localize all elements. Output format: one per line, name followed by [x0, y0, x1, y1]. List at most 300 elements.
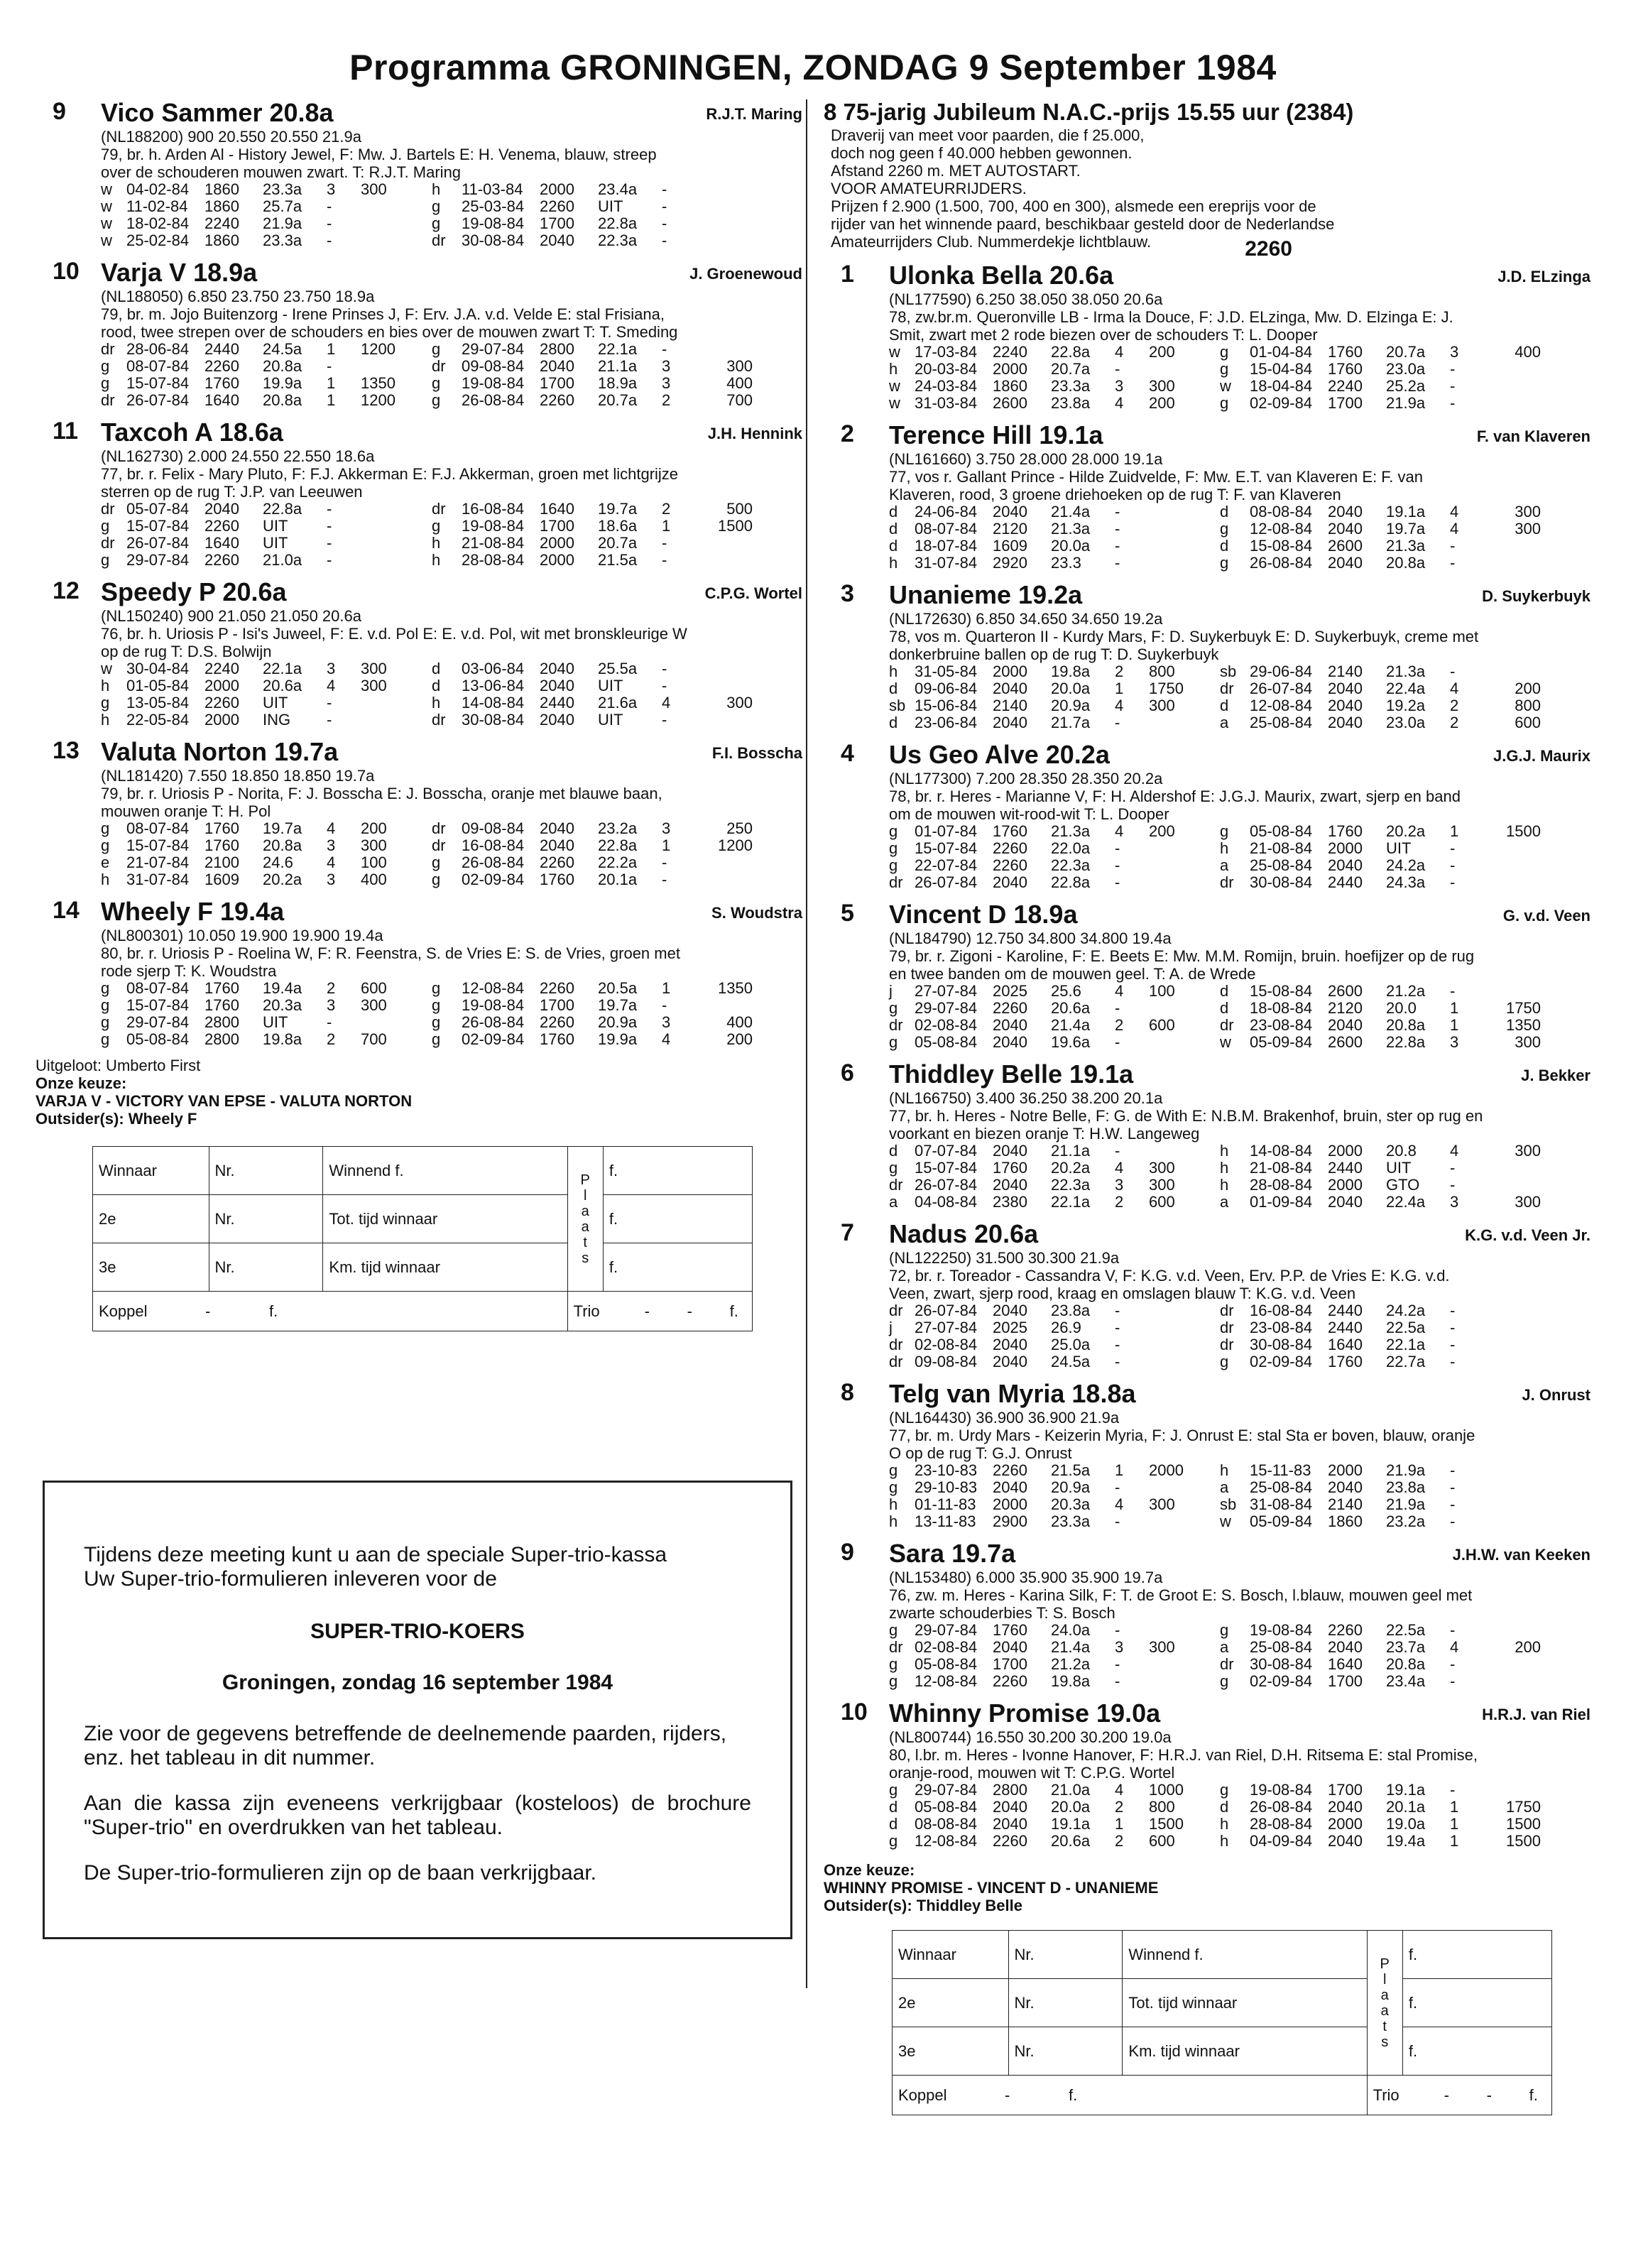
performance-cell: 26-08-84	[462, 854, 525, 871]
performance-cell	[361, 712, 432, 729]
performance-cell: 01-09-84	[1250, 1193, 1313, 1211]
tote-nr: Nr.	[1008, 1931, 1123, 1979]
performance-cell: 21.9a	[1386, 1461, 1426, 1479]
super-trio-notice	[43, 1481, 792, 1939]
performance-cell: 1	[1450, 1016, 1459, 1034]
performance-cell: 26-07-84	[126, 391, 190, 409]
tote-dash: -	[1486, 2086, 1492, 2104]
performance-cell: 21.9a	[1386, 1495, 1426, 1513]
performance-cell: 2040	[1328, 714, 1363, 731]
performance-row	[101, 1014, 802, 1031]
horse-driver: K.G. v.d. Veen Jr.	[1465, 1226, 1590, 1244]
performance-cell: dr	[432, 231, 446, 249]
performance-cell: 2040	[993, 1638, 1027, 1656]
performance-cell: 21.2a	[1386, 982, 1426, 1000]
performance-cell: 2040	[540, 711, 574, 729]
horse-header	[824, 1699, 1590, 1728]
performance-cell	[696, 215, 753, 232]
performance-cell: 2040	[993, 873, 1027, 891]
performance-cell: 1860	[993, 377, 1027, 395]
performance-row	[889, 1143, 1590, 1160]
performance-cell: 20.0	[1386, 999, 1417, 1017]
performance-cell: 02-09-84	[1250, 1353, 1313, 1370]
performance-cell	[1484, 361, 1541, 378]
performance-cell: 19.8a	[1051, 663, 1091, 680]
horse-info-line: O op de rug T: G.J. Onrust	[889, 1444, 1072, 1462]
tote-koppel	[893, 2076, 1368, 2115]
performance-cell: -	[1450, 377, 1456, 395]
performance-cell	[1149, 520, 1220, 538]
performance-cell: 4	[1115, 822, 1124, 840]
performance-cell: g	[432, 854, 441, 871]
performance-cell: 02-08-84	[915, 1336, 978, 1353]
horse-info-line: (NL172630) 6.850 34.650 34.650 19.2a	[889, 610, 1163, 628]
performance-cell: 2040	[993, 1016, 1027, 1034]
performance-cell: 2260	[204, 517, 239, 535]
performance-cell: 2025	[993, 1319, 1027, 1336]
tote-plaats-letter: P	[580, 1172, 590, 1188]
performance-cell: 02-08-84	[915, 1638, 978, 1656]
performance-cell: 3	[327, 660, 336, 677]
horse-info-line: 77, vos r. Gallant Prince - Hilde Zuidvelde, F: Mw. E.T. van Klaveren E: F. van	[889, 468, 1423, 486]
performance-cell: 29-07-84	[915, 999, 978, 1017]
performance-cell: 1700	[993, 1655, 1027, 1673]
performance-cell: UIT	[598, 677, 623, 694]
performance-cell: 2	[1115, 1832, 1124, 1850]
performance-cell: 1760	[1328, 822, 1363, 840]
horse-info-line: Smit, zwart met 2 rode biezen over de schouders T: L. Dooper	[889, 326, 1318, 344]
performance-cell: 2260	[204, 694, 239, 712]
performance-cell: 20.8a	[263, 357, 302, 375]
performance-row	[101, 837, 802, 854]
performance-cell: 700	[361, 1030, 387, 1048]
performance-cell: d	[889, 680, 898, 697]
performance-table	[101, 980, 802, 1048]
performance-cell: g	[1220, 520, 1229, 538]
performance-cell: 23.4a	[598, 180, 638, 198]
horse-driver: J. Onrust	[1522, 1386, 1590, 1404]
performance-cell: -	[662, 214, 667, 232]
tote-nr: Nr.	[1008, 2027, 1123, 2076]
performance-cell: 1760	[993, 1621, 1027, 1639]
performance-cell: g	[101, 1030, 110, 1048]
performance-cell: 200	[1515, 1638, 1541, 1656]
performance-cell: 05-08-84	[1250, 822, 1313, 840]
tote-f: f.	[1069, 2086, 1078, 2104]
performance-cell: 24.5a	[1051, 1353, 1091, 1370]
horse-driver: C.P.G. Wortel	[704, 584, 802, 602]
performance-cell: 31-05-84	[915, 663, 978, 680]
performance-cell: 300	[1515, 520, 1541, 538]
performance-cell: -	[1450, 856, 1456, 874]
performance-cell	[1149, 714, 1220, 731]
performance-cell: 15-07-84	[126, 517, 190, 535]
performance-cell: -	[662, 551, 667, 569]
performance-cell	[1484, 1673, 1541, 1690]
performance-cell: 24.2a	[1386, 1302, 1426, 1319]
horse-name: Vico Sammer 20.8a	[101, 98, 334, 127]
performance-cell: 2000	[540, 551, 574, 569]
performance-cell: 2260	[204, 357, 239, 375]
performance-cell: 26-07-84	[1250, 680, 1313, 697]
horse-number: 10	[841, 1699, 868, 1725]
performance-cell: -	[662, 231, 667, 249]
performance-cell: 1609	[204, 871, 239, 888]
performance-cell: 700	[726, 391, 753, 409]
performance-cell: -	[327, 534, 332, 552]
performance-cell: g	[889, 1672, 898, 1690]
tote-koppel-label: Koppel	[99, 1302, 148, 1320]
performance-cell: -	[1450, 1495, 1456, 1513]
performance-cell: -	[1115, 537, 1120, 555]
performance-cell: 100	[361, 854, 387, 871]
performance-cell: h	[1220, 1142, 1229, 1160]
horse-entry	[824, 1379, 1590, 1530]
performance-cell: 23-08-84	[1250, 1319, 1313, 1336]
performance-row	[889, 680, 1590, 697]
horse-driver: J. Groenewoud	[689, 265, 802, 283]
performance-cell: 01-07-84	[915, 822, 978, 840]
performance-cell: 1700	[1328, 1672, 1363, 1690]
performance-cell: 1760	[1328, 343, 1363, 361]
performance-cell: 2000	[540, 534, 574, 552]
performance-cell: g	[101, 694, 110, 712]
horse-info-line: (NL162730) 2.000 24.550 22.550 18.6a	[101, 447, 375, 465]
horse-entry	[824, 1219, 1590, 1370]
performance-cell: 4	[1450, 1638, 1459, 1656]
performance-table	[889, 344, 1590, 412]
performance-cell: 12-08-84	[1250, 520, 1313, 538]
performance-cell: 1760	[1328, 1353, 1363, 1370]
performance-cell	[1149, 1000, 1220, 1017]
performance-cell: 1	[327, 340, 336, 358]
performance-cell: 22.8a	[598, 214, 638, 232]
performance-cell: g	[432, 517, 441, 535]
performance-cell: g	[1220, 1353, 1229, 1370]
performance-cell: h	[432, 534, 441, 552]
tote-koppel	[93, 1292, 568, 1331]
tote-f: f.	[1402, 2027, 1551, 2076]
tote-trio-label: Trio	[1373, 2086, 1399, 2104]
promo-para-2: Aan die kassa zijn eveneens verkrijgbaar (kosteloos) de brochure "Super-trio" en overdrukken van het tableau.	[84, 1792, 751, 1839]
performance-cell: 20.6a	[263, 677, 302, 694]
performance-cell: 1640	[1328, 1336, 1363, 1353]
performance-cell: w	[889, 377, 900, 395]
performance-cell: 26-08-84	[462, 391, 525, 409]
performance-cell: 22.7a	[1386, 1353, 1426, 1370]
performance-cell: 20.8	[1386, 1142, 1417, 1160]
performance-cell: -	[1450, 1655, 1456, 1673]
performance-row	[889, 1302, 1590, 1319]
performance-cell: 22.1a	[263, 660, 302, 677]
performance-cell: -	[1450, 1478, 1456, 1496]
performance-cell: 11-03-84	[462, 180, 523, 198]
performance-cell: UIT	[263, 1013, 288, 1031]
performance-cell: 31-07-84	[915, 554, 978, 572]
performance-cell	[1149, 1336, 1220, 1353]
horse-name: Terence Hill 19.1a	[889, 420, 1103, 449]
performance-cell	[361, 518, 432, 535]
tote-nr: Nr.	[209, 1147, 323, 1195]
performance-cell: 30-08-84	[462, 231, 525, 249]
performance-cell: 19.1a	[1051, 1815, 1091, 1833]
performance-cell: 26-08-84	[462, 1013, 525, 1031]
right-footer	[824, 1861, 1590, 2115]
performance-cell: -	[1115, 1353, 1120, 1370]
performance-cell: 07-07-84	[915, 1142, 978, 1160]
performance-cell: 19.8a	[1051, 1672, 1091, 1690]
performance-cell: UIT	[598, 711, 623, 729]
performance-cell: 1000	[1149, 1781, 1184, 1799]
performance-cell: d	[889, 1815, 898, 1833]
performance-cell: dr	[889, 1302, 903, 1319]
performance-cell: 2040	[1328, 1638, 1363, 1656]
performance-cell: 1500	[718, 517, 753, 535]
tote-total-time: Tot. tijd winnaar	[1123, 1979, 1367, 2027]
performance-cell: d	[1220, 697, 1229, 714]
performance-row	[101, 677, 802, 694]
performance-cell: UIT	[598, 197, 623, 215]
performance-cell: 300	[1149, 377, 1175, 395]
performance-cell: g	[889, 856, 898, 874]
horse-entry	[36, 258, 802, 409]
performance-cell: g	[101, 819, 110, 837]
performance-cell: 300	[726, 357, 753, 375]
performance-cell: w	[1220, 377, 1231, 395]
performance-cell	[361, 694, 432, 712]
performance-cell: 2040	[540, 819, 574, 837]
performance-cell	[361, 198, 432, 215]
performance-cell: 2	[1115, 1193, 1124, 1211]
performance-cell: 4	[1450, 1142, 1459, 1160]
performance-row	[101, 1031, 802, 1048]
performance-cell: 3	[327, 871, 336, 888]
performance-cell: 2040	[993, 1798, 1027, 1816]
horse-driver: D. Suykerbuyk	[1482, 587, 1590, 605]
horse-info	[889, 1409, 1590, 1462]
performance-cell: -	[1450, 1781, 1456, 1799]
performance-cell: 800	[1515, 697, 1541, 714]
performance-cell: 15-07-84	[915, 1159, 978, 1177]
performance-cell: 01-11-83	[915, 1495, 976, 1513]
performance-row	[889, 1833, 1590, 1850]
performance-cell: 15-07-84	[126, 836, 190, 854]
left-tote	[92, 1146, 802, 1331]
tote-second-label: 2e	[93, 1195, 209, 1243]
performance-cell: a	[1220, 714, 1229, 731]
performance-cell: d	[1220, 982, 1229, 1000]
performance-cell: 22.8a	[1051, 343, 1091, 361]
performance-cell: 22.3a	[1051, 856, 1091, 874]
performance-cell: -	[1450, 1176, 1456, 1194]
performance-cell: w	[101, 197, 112, 215]
performance-cell: 2240	[1328, 377, 1363, 395]
race-stamp: 2260	[1245, 237, 1292, 261]
performance-cell: 19-08-84	[462, 996, 525, 1014]
performance-cell: g	[1220, 822, 1229, 840]
horse-info-line: mouwen oranje T: H. Pol	[101, 802, 271, 820]
performance-cell: UIT	[263, 534, 288, 552]
performance-cell	[696, 341, 753, 358]
horse-driver: J.G.J. Maurix	[1493, 747, 1590, 765]
performance-cell: 300	[361, 996, 387, 1014]
performance-cell: g	[889, 1832, 898, 1850]
performance-cell: 24.2a	[1386, 856, 1426, 874]
performance-cell	[696, 871, 753, 888]
performance-cell: 2240	[204, 214, 239, 232]
performance-table	[101, 660, 802, 729]
performance-cell: 01-05-84	[126, 677, 190, 694]
performance-cell: 2	[662, 500, 671, 518]
performance-cell: -	[1450, 554, 1456, 572]
performance-cell: 23.8a	[1051, 394, 1091, 412]
performance-cell: 21.1a	[1051, 1142, 1091, 1160]
performance-cell: dr	[101, 340, 115, 358]
performance-cell: 2040	[540, 660, 574, 677]
performance-cell: 2440	[1328, 1319, 1363, 1336]
performance-cell: -	[1115, 1302, 1120, 1319]
performance-cell: 22.5a	[1386, 1319, 1426, 1336]
performance-table	[889, 823, 1590, 891]
performance-cell: 300	[1515, 503, 1541, 520]
performance-table	[889, 1302, 1590, 1370]
performance-cell: -	[327, 214, 332, 232]
performance-cell: 1350	[718, 979, 753, 997]
performance-cell: 2040	[540, 836, 574, 854]
performance-cell: 29-07-84	[126, 1013, 190, 1031]
performance-cell: 1860	[1328, 1512, 1363, 1530]
tote-plaats-letter: t	[1382, 2018, 1387, 2034]
tote-table	[892, 1930, 1552, 2115]
performance-cell: -	[662, 197, 667, 215]
tote-winnend: Winnend f.	[1123, 1931, 1367, 1979]
race-condition-line: VOOR AMATEURRIJDERS.	[831, 180, 1027, 197]
performance-cell: UIT	[1386, 1159, 1412, 1177]
performance-cell: 250	[726, 819, 753, 837]
performance-cell	[696, 997, 753, 1014]
performance-cell: 20.9a	[1051, 697, 1091, 714]
performance-cell: 15-04-84	[1250, 360, 1313, 378]
performance-cell: g	[1220, 360, 1229, 378]
performance-cell: 23-08-84	[1250, 1016, 1313, 1034]
performance-cell: 20.8a	[263, 836, 302, 854]
performance-cell: 19.7a	[263, 819, 302, 837]
performance-cell: 600	[1149, 1832, 1175, 1850]
right-column	[824, 98, 1590, 2115]
performance-cell: 30-04-84	[126, 660, 190, 677]
performance-table	[889, 1462, 1590, 1530]
performance-cell: 1350	[1506, 1016, 1541, 1034]
performance-cell: 27-07-84	[915, 1319, 978, 1336]
performance-cell: 20.1a	[598, 871, 638, 888]
performance-cell: 30-08-84	[1250, 873, 1313, 891]
performance-cell: dr	[432, 836, 446, 854]
performance-cell: 1760	[540, 871, 574, 888]
race-condition-line: rijder van het winnende paard, beschikbaar gesteld door de Nederlandse	[831, 215, 1335, 233]
performance-cell: ING	[263, 711, 291, 729]
performance-cell: 2000	[1328, 1461, 1363, 1479]
performance-row	[889, 840, 1590, 857]
performance-cell: 300	[1149, 1159, 1175, 1177]
performance-cell: dr	[101, 500, 115, 518]
tote-plaats	[567, 1147, 603, 1292]
horse-info-line: sterren op de rug T: J.P. van Leeuwen	[101, 483, 363, 501]
race-title: 8 75-jarig Jubileum N.A.C.-prijs 15.55 uur (2384)	[824, 99, 1354, 125]
horse-info-line: 78, vos m. Quarteron II - Kurdy Mars, F: D. Suykerbuyk E: D. Suykerbuyk, creme met	[889, 628, 1479, 645]
performance-cell	[1484, 1336, 1541, 1353]
performance-cell: h	[889, 554, 898, 572]
performance-cell: 2800	[204, 1013, 239, 1031]
performance-table	[101, 820, 802, 888]
performance-cell: 2040	[993, 1478, 1027, 1496]
performance-cell	[1484, 1479, 1541, 1496]
performance-cell: dr	[432, 819, 446, 837]
performance-row	[889, 344, 1590, 361]
horse-header	[36, 897, 802, 927]
performance-cell: 1750	[1149, 680, 1184, 697]
performance-cell: g	[432, 979, 441, 997]
performance-cell: 26-07-84	[915, 1176, 978, 1194]
performance-cell: 1500	[1149, 1815, 1184, 1833]
performance-row	[101, 980, 802, 997]
performance-cell: d	[432, 660, 441, 677]
performance-table	[889, 663, 1590, 731]
performance-row	[889, 1799, 1590, 1816]
performance-row	[101, 198, 802, 215]
performance-cell: dr	[101, 534, 115, 552]
performance-cell: 4	[662, 1030, 671, 1048]
horse-number: 9	[53, 98, 66, 125]
performance-cell: 2040	[993, 1142, 1027, 1160]
horse-info-line: voorkant en biezen oranje T: H.W. Langeweg	[889, 1125, 1200, 1143]
performance-cell: 23.3a	[1051, 1512, 1091, 1530]
performance-cell: 22.3a	[1051, 1176, 1091, 1194]
performance-cell: 22.4a	[1386, 680, 1426, 697]
performance-cell	[1149, 538, 1220, 555]
tote-nr: Nr.	[209, 1195, 323, 1243]
horse-name: Sara 19.7a	[889, 1539, 1016, 1568]
performance-row	[101, 341, 802, 358]
tote-table	[92, 1146, 753, 1331]
performance-cell: 21-07-84	[126, 854, 190, 871]
performance-cell: 1760	[993, 1159, 1027, 1177]
performance-cell: 400	[726, 374, 753, 392]
performance-cell: 20.1a	[1386, 1798, 1426, 1816]
horse-info-line: (NL153480) 6.000 35.900 35.900 19.7a	[889, 1569, 1163, 1586]
performance-cell: dr	[1220, 1016, 1234, 1034]
performance-cell: 2260	[1328, 1621, 1363, 1639]
performance-cell: 21.0a	[1051, 1781, 1091, 1799]
performance-cell: 2800	[540, 340, 574, 358]
performance-cell: d	[889, 714, 898, 731]
performance-cell: 2240	[204, 660, 239, 677]
performance-cell: 23.3a	[263, 231, 302, 249]
performance-cell: 20.9a	[1051, 1478, 1091, 1496]
performance-cell: 21.3a	[1051, 822, 1091, 840]
performance-cell: 2040	[993, 714, 1027, 731]
performance-cell: 03-06-84	[462, 660, 525, 677]
performance-cell: 24.0a	[1051, 1621, 1091, 1639]
performance-cell: 18-04-84	[1250, 377, 1313, 395]
performance-cell: 2	[327, 1030, 336, 1048]
performance-row	[889, 1639, 1590, 1656]
performance-cell: -	[662, 340, 667, 358]
performance-table	[101, 501, 802, 569]
performance-cell	[1484, 395, 1541, 412]
performance-cell: 2025	[993, 982, 1027, 1000]
performance-cell: -	[662, 871, 667, 888]
performance-cell: 19-08-84	[1250, 1621, 1313, 1639]
